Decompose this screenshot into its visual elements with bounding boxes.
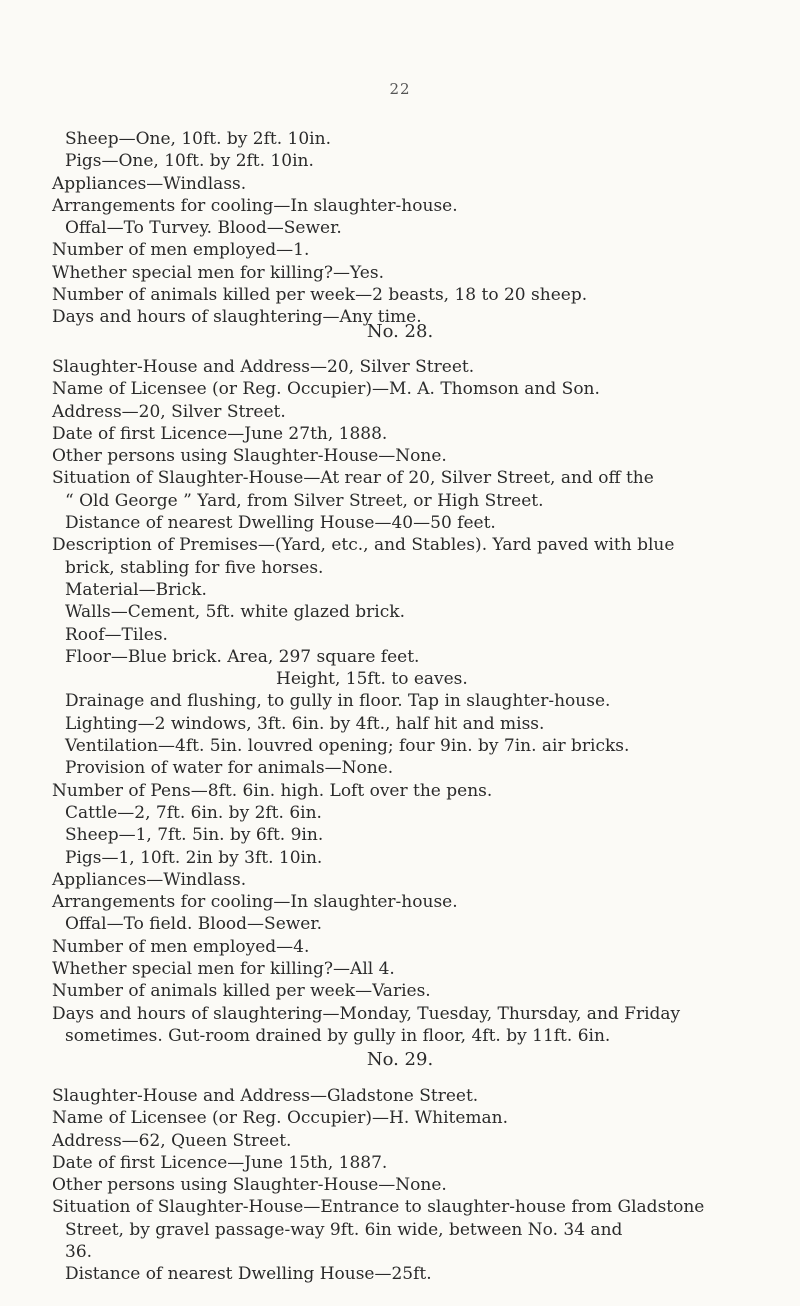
section-28-body bbox=[0, 356, 800, 1047]
text-line: Sheep—One, 10ft. by 2ft. 10in. bbox=[65, 129, 331, 149]
text-line: 36. bbox=[65, 1242, 93, 1263]
text-line: Whether special men for killing?—Yes. bbox=[52, 262, 384, 283]
text-line: sometimes. Gut-room drained by gully in floor, 4ft. by 11ft. 6in. bbox=[65, 1025, 611, 1046]
text-line: brick, stabling for five horses. bbox=[65, 557, 324, 578]
text-line: Roof—Tiles. bbox=[65, 624, 168, 645]
text-line: Days and hours of slaughtering—Monday, Tuesday, Thursday, and Friday bbox=[52, 1003, 681, 1024]
section-29-body bbox=[0, 1085, 800, 1286]
text-line: Address—62, Queen Street. bbox=[52, 1130, 292, 1151]
text-line: Distance of nearest Dwelling House—40—50 feet. bbox=[65, 513, 496, 534]
text-line: Slaughter-House and Address—Gladstone Street. bbox=[52, 1086, 479, 1106]
text-line: Description of Premises—(Yard, etc., and Stables). Yard paved with blue bbox=[52, 535, 675, 556]
text-line: Floor—Blue brick. Area, 297 square feet. bbox=[65, 646, 420, 667]
text-line: Appliances—Windlass. bbox=[52, 869, 247, 890]
text-line: Height, 15ft. to eaves. bbox=[276, 669, 468, 690]
text-line: Arrangements for cooling—In slaughter-house. bbox=[52, 195, 458, 216]
text-line: Ventilation—4ft. 5in. louvred opening; four 9in. by 7in. air bricks. bbox=[65, 736, 630, 757]
section-heading-29: No. 29. bbox=[366, 1049, 434, 1070]
text-line: Appliances—Windlass. bbox=[52, 173, 247, 194]
text-line: Pigs—One, 10ft. by 2ft. 10in. bbox=[65, 151, 314, 172]
text-line: Material—Brick. bbox=[65, 579, 207, 600]
text-line: Arrangements for cooling—In slaughter-house. bbox=[52, 892, 458, 913]
text-line: Other persons using Slaughter-House—None. bbox=[52, 446, 447, 467]
text-line: Whether special men for killing?—All 4. bbox=[52, 959, 395, 980]
text-line: “ Old George ” Yard, from Silver Street, or High Street. bbox=[65, 490, 544, 511]
text-line: Pigs—1, 10ft. 2in by 3ft. 10in. bbox=[65, 847, 323, 868]
text-line: Provision of water for animals—None. bbox=[65, 758, 394, 779]
text-line: Other persons using Slaughter-House—None. bbox=[52, 1175, 447, 1196]
text-line: Street, by gravel passage-way 9ft. 6in wide, between No. 34 and bbox=[65, 1219, 623, 1240]
text-line: Date of first Licence—June 15th, 1887. bbox=[52, 1152, 388, 1173]
text-line: Number of men employed—1. bbox=[52, 240, 310, 261]
text-line: Date of first Licence—June 27th, 1888. bbox=[52, 423, 388, 444]
top-section bbox=[0, 128, 800, 329]
text-line: Situation of Slaughter-House—Entrance to slaughter-house from Gladstone bbox=[52, 1197, 705, 1218]
text-line: Address—20, Silver Street. bbox=[52, 401, 286, 422]
text-line: Number of animals killed per week—2 beasts, 18 to 20 sheep. bbox=[52, 285, 588, 306]
text-line: Walls—Cement, 5ft. white glazed brick. bbox=[65, 602, 405, 623]
section-heading-28: No. 28. bbox=[366, 321, 434, 342]
text-line: Number of animals killed per week—Varies. bbox=[52, 981, 431, 1002]
text-line: Cattle—2, 7ft. 6in. by 2ft. 6in. bbox=[65, 802, 322, 823]
text-line: Slaughter-House and Address—20, Silver Street. bbox=[52, 357, 475, 377]
text-line: Offal—To Turvey. Blood—Sewer. bbox=[65, 218, 342, 239]
text-line: Offal—To field. Blood—Sewer. bbox=[65, 914, 323, 935]
text-line: Lighting—2 windows, 3ft. 6in. by 4ft., half hit and miss. bbox=[65, 713, 545, 734]
page-number: 22 bbox=[389, 80, 411, 98]
text-line: Number of men employed—4. bbox=[52, 936, 310, 957]
text-line: Situation of Slaughter-House—At rear of 20, Silver Street, and off the bbox=[52, 468, 654, 489]
text-line: Name of Licensee (or Reg. Occupier)—H. Whiteman. bbox=[52, 1108, 509, 1129]
text-line: Distance of nearest Dwelling House—25ft. bbox=[65, 1264, 432, 1285]
text-line: Number of Pens—8ft. 6in. high. Loft over the pens. bbox=[52, 780, 493, 801]
text-line: Days and hours of slaughtering—Any time. bbox=[52, 307, 422, 328]
text-line: Sheep—1, 7ft. 5in. by 6ft. 9in. bbox=[65, 825, 324, 846]
text-line: Name of Licensee (or Reg. Occupier)—M. A. Thomson and Son. bbox=[52, 379, 600, 400]
text-line: Drainage and flushing, to gully in floor. Tap in slaughter-house. bbox=[65, 691, 611, 712]
